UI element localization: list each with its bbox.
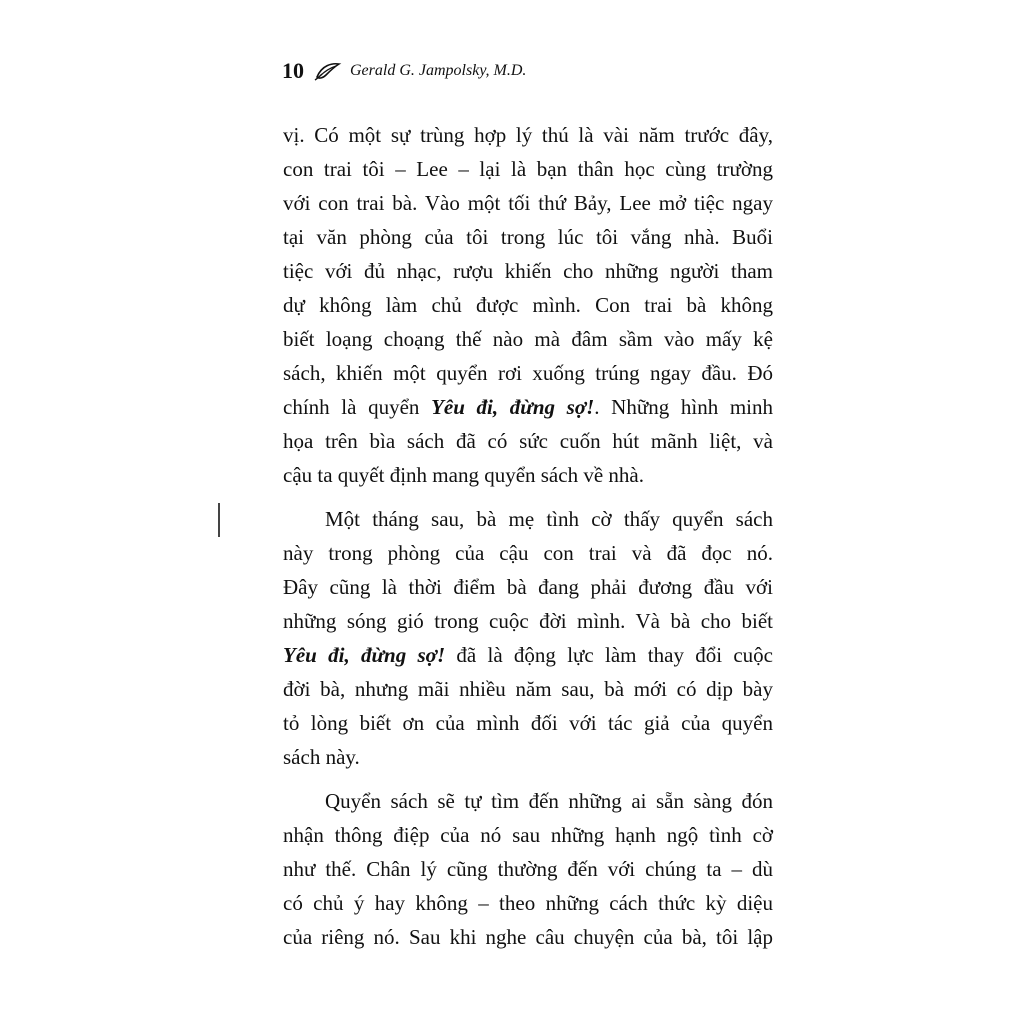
text-line: có chủ ý hay không – theo những cách thức kỳ diệu [283, 891, 773, 915]
text-line: này trong phòng của cậu con trai và đã đọc nó. [283, 541, 773, 565]
body-text [283, 118, 773, 954]
text-line: sách, khiến một quyển rơi xuống trúng ngay đầu. Đó [283, 361, 773, 385]
text-line: của riêng nó. Sau khi nghe câu chuyện của bà, tôi lập [283, 925, 773, 949]
text-line: họa trên bìa sách đã có sức cuốn hút mãnh liệt, và [283, 429, 773, 453]
text-line: con trai tôi – Lee – lại là bạn thân học cùng trường [283, 157, 773, 181]
text-line: Một tháng sau, bà mẹ tình cờ thấy quyển sách [325, 507, 773, 531]
text-line: dự không làm chủ được mình. Con trai bà không [283, 293, 773, 317]
text-line: biết loạng choạng thế nào mà đâm sầm vào mấy kệ [283, 327, 773, 351]
paragraph [283, 118, 773, 492]
line-text: . Những hình minh [594, 395, 773, 419]
author-name: Gerald G. Jampolsky, M.D. [350, 62, 527, 79]
line-text: đã là động lực làm thay đổi cuộc [445, 643, 773, 667]
text-line: sách này. [283, 745, 360, 769]
text-line: tiệc với đủ nhạc, rượu khiến cho những người tham [283, 259, 773, 283]
book-title: Yêu đi, đừng sợ! [431, 395, 595, 419]
text-line: tỏ lòng biết ơn của mình đối với tác giả của quyển [283, 711, 773, 735]
text-line: tại văn phòng của tôi trong lúc tôi vắng nhà. Buổi [283, 225, 773, 249]
text-line: Quyển sách sẽ tự tìm đến những ai sẵn sàng đón [325, 789, 773, 813]
quill-ornament-icon [314, 61, 342, 81]
page-number: 10 [282, 58, 304, 83]
text-line [283, 390, 773, 424]
text-line: những sóng gió trong cuộc đời mình. Và bà cho biết [283, 609, 773, 633]
text-line: cậu ta quyết định mang quyển sách về nhà. [283, 463, 644, 487]
text-line: như thế. Chân lý cũng thường đến với chúng ta – dù [283, 857, 773, 881]
line-text: chính là quyển [283, 395, 432, 419]
running-head [282, 54, 526, 88]
text-line [283, 638, 773, 672]
text-line: vị. Có một sự trùng hợp lý thú là vài năm trước đây, [283, 123, 773, 147]
text-line: nhận thông điệp của nó sau những hạnh ngộ tình cờ [283, 823, 773, 847]
text-line: với con trai bà. Vào một tối thứ Bảy, Lee mở tiệc ngay [283, 191, 773, 215]
margin-mark [218, 503, 220, 537]
text-line: đời bà, nhưng mãi nhiều năm sau, bà mới có dịp bày [283, 677, 773, 701]
text-line: Đây cũng là thời điểm bà đang phải đương đầu với [283, 575, 773, 599]
book-title: Yêu đi, đừng sợ! [283, 643, 446, 667]
paragraph [283, 502, 773, 774]
paragraph [283, 784, 773, 954]
